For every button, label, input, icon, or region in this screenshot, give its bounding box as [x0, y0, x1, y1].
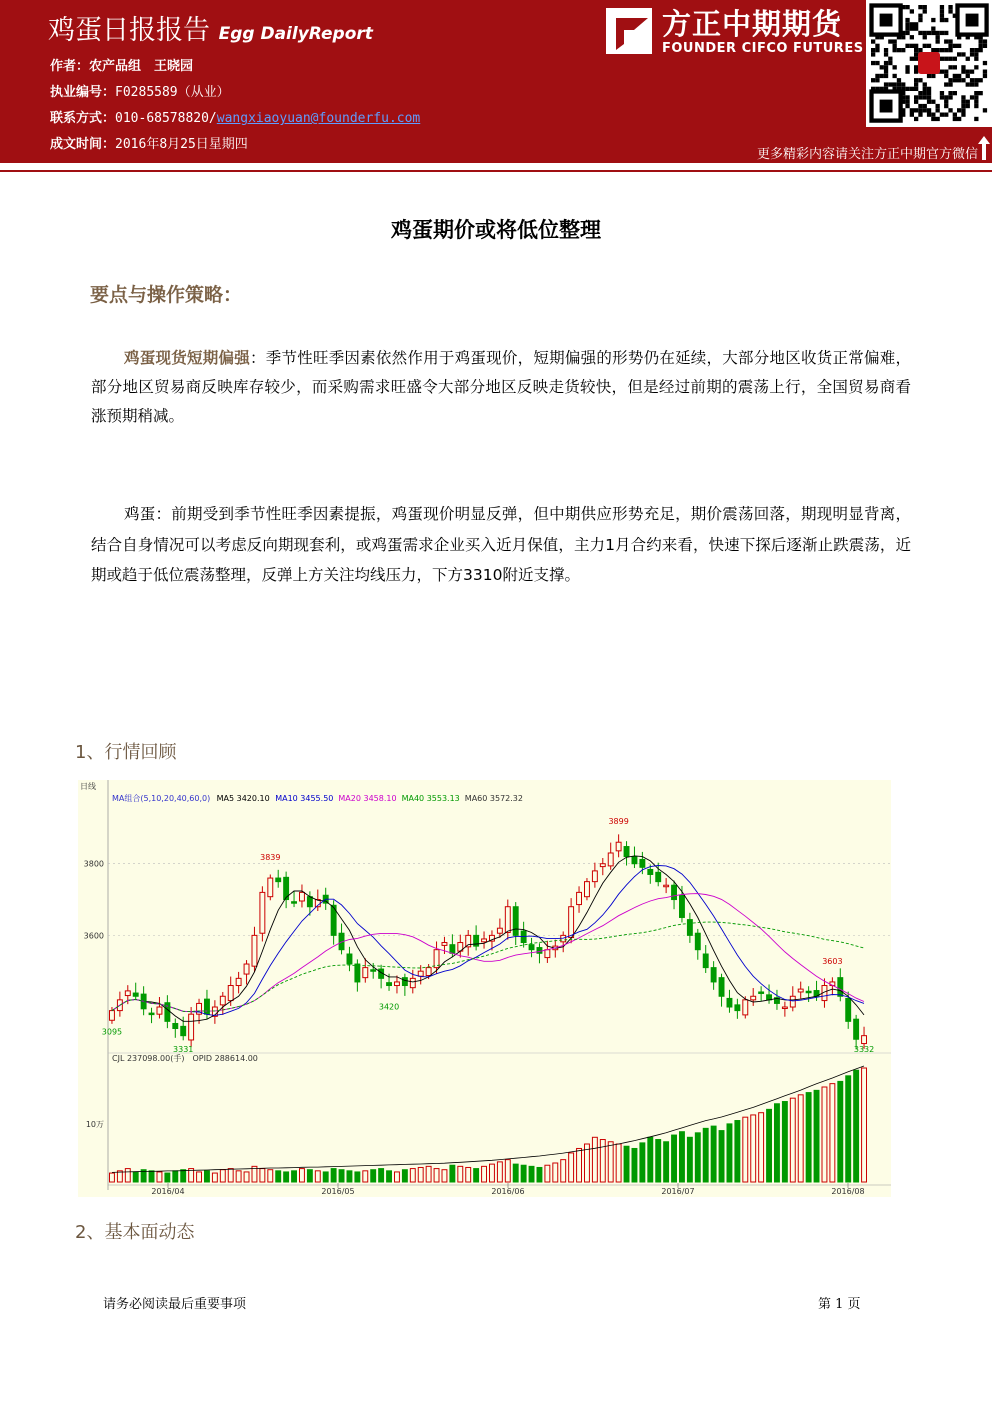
candle-6 — [157, 997, 162, 1018]
volume-bar-63 — [608, 1142, 613, 1182]
candle-10 — [189, 1007, 194, 1047]
arrow-up-icon — [978, 136, 990, 160]
volume-bar-89 — [814, 1090, 819, 1182]
candle-5 — [149, 1008, 154, 1023]
candle-81 — [751, 988, 756, 1006]
candle-69 — [656, 863, 661, 887]
price-chart — [78, 780, 891, 1197]
volume-bar-57 — [561, 1160, 566, 1182]
candle-51 — [513, 902, 518, 945]
candle-87 — [798, 982, 803, 999]
vol-tick-0: 10万 — [85, 1120, 104, 1129]
candle-32 — [363, 958, 368, 982]
volume-bar-39 — [418, 1167, 423, 1182]
license-value: F0285589（从业） — [115, 85, 230, 100]
x-tick-1: 2016/05 — [321, 1187, 355, 1196]
section-heading: 要点与操作策略： — [90, 284, 243, 306]
candle-86 — [790, 986, 795, 1011]
volume-bar-59 — [577, 1148, 582, 1182]
candle-58 — [569, 898, 574, 943]
qr-code-icon — [866, 0, 992, 127]
ma-line-20 — [112, 894, 864, 1012]
volume-bar-68 — [648, 1137, 653, 1182]
contact-label: 联系方式： — [50, 111, 116, 126]
annotation-6: 3603 — [822, 956, 843, 966]
volume-bar-45 — [466, 1167, 471, 1182]
candle-21 — [276, 870, 281, 888]
y-tick-1: 3600 — [83, 931, 104, 941]
volume-bar-67 — [640, 1143, 645, 1182]
volume-bar-91 — [830, 1084, 835, 1182]
qr-center-logo-icon — [918, 52, 940, 74]
volume-bar-50 — [505, 1160, 510, 1182]
candle-60 — [585, 878, 590, 900]
candle-17 — [244, 960, 249, 984]
candle-24 — [300, 885, 305, 908]
volume-bar-19 — [260, 1169, 265, 1182]
candle-31 — [355, 959, 360, 991]
volume-bar-81 — [751, 1115, 756, 1182]
document-title: 鸡蛋期价或将低位整理 — [391, 218, 601, 242]
page-number: 第 1 页 — [818, 1297, 861, 1312]
volume-bar-95 — [862, 1068, 867, 1182]
annotation-3: 3331 — [173, 1045, 194, 1054]
candle-70 — [664, 878, 669, 893]
subheading-market-review: 1、行情回顾 — [75, 742, 177, 763]
x-tick-3: 2016/07 — [661, 1187, 695, 1196]
candle-85 — [782, 1002, 787, 1017]
candle-18 — [252, 927, 257, 972]
volume-bar-49 — [497, 1162, 502, 1182]
candle-13 — [212, 1000, 217, 1024]
candle-29 — [339, 924, 344, 955]
candle-37 — [402, 974, 407, 996]
annotation-1: 3899 — [608, 817, 629, 827]
candle-46 — [474, 925, 479, 950]
volume-bar-6 — [157, 1172, 162, 1182]
volume-bar-83 — [767, 1109, 772, 1182]
volume-bar-14 — [220, 1170, 225, 1182]
volume-bar-40 — [426, 1166, 431, 1182]
volume-bar-48 — [490, 1164, 495, 1182]
volume-bar-92 — [838, 1081, 843, 1182]
volume-bar-84 — [775, 1104, 780, 1182]
volume-bar-62 — [600, 1140, 605, 1182]
candle-49 — [497, 919, 502, 938]
volume-bar-0 — [110, 1173, 115, 1182]
candle-52 — [521, 922, 526, 948]
volume-bar-53 — [529, 1166, 534, 1182]
ma-line-10 — [112, 866, 864, 1016]
ma-legend-2: MA10 3455.50 — [275, 794, 334, 803]
volume-bar-11 — [197, 1172, 202, 1182]
candle-44 — [458, 935, 463, 958]
candle-64 — [616, 834, 621, 857]
annotation-2: 3420 — [378, 1002, 400, 1012]
subheading-fundamentals: 2、基本面动态 — [75, 1222, 195, 1243]
chart-title: 日线 — [80, 782, 96, 791]
candle-8 — [173, 1018, 178, 1037]
volume-bar-87 — [798, 1095, 803, 1182]
volume-bar-80 — [743, 1117, 748, 1182]
ma-legend-3: MA20 3458.10 — [338, 794, 397, 803]
candle-79 — [735, 999, 740, 1019]
brand-name-en: FOUNDER CIFCO FUTURES — [662, 41, 864, 56]
candle-50 — [505, 900, 510, 940]
candle-75 — [703, 945, 708, 973]
report-title — [48, 8, 373, 47]
volume-bar-23 — [292, 1171, 297, 1182]
candle-53 — [529, 938, 534, 957]
volume-bar-29 — [339, 1170, 344, 1182]
candle-66 — [632, 847, 637, 868]
y-tick-0: 3800 — [83, 859, 104, 869]
candlestick-chart-svg — [78, 780, 891, 1197]
candle-76 — [711, 961, 716, 990]
candle-57 — [561, 931, 566, 952]
volume-bar-36 — [395, 1172, 400, 1182]
candle-3 — [133, 983, 138, 1001]
candle-54 — [537, 943, 542, 963]
volume-bar-9 — [181, 1170, 186, 1182]
volume-bar-66 — [632, 1148, 637, 1182]
ma-legend-0: MA组合(5,10,20,40,60,0) — [112, 794, 211, 803]
volume-bar-44 — [458, 1166, 463, 1182]
report-title-en: Egg DailyReport — [218, 24, 373, 44]
contact-email-link[interactable]: wangxiaoyuan@founderfu.com — [216, 111, 421, 126]
header-divider — [0, 170, 992, 180]
volume-bar-3 — [133, 1172, 138, 1182]
volume-bar-77 — [719, 1131, 724, 1182]
candle-88 — [806, 986, 811, 1002]
candle-82 — [759, 986, 764, 1001]
volume-bar-43 — [450, 1165, 455, 1182]
volume-bar-74 — [695, 1133, 700, 1182]
volume-bar-78 — [727, 1124, 732, 1182]
volume-bar-26 — [315, 1171, 320, 1182]
license-label: 执业编号： — [50, 85, 116, 100]
volume-bar-56 — [553, 1163, 558, 1182]
date-line — [50, 133, 248, 152]
volume-bar-71 — [672, 1135, 677, 1182]
follow-wechat-text: 更多精彩内容请关注方正中期官方微信 — [756, 147, 978, 162]
candle-78 — [727, 990, 732, 1013]
volume-bar-38 — [410, 1169, 415, 1182]
volume-legend: CJL 237098.00(手) OPID 288614.00 — [112, 1054, 258, 1063]
paragraph-futures: 鸡蛋：前期受到季节性旺季因素提振，鸡蛋现价明显反弹，但中期供应形势充足，期价震荡回落，期现明显背离，结合自身情况可以考虑反向期现套利，或鸡蛋需求企业买入近月保值，主力1月合约来看，快速下探后逐渐止跌震荡，近期或趋于低位震荡整理，反弹上方关注均线压力，下方3310附近支撑。 — [91, 505, 911, 584]
ma-legend-5: MA60 3572.32 — [464, 794, 523, 803]
candle-65 — [624, 841, 629, 865]
volume-bar-13 — [212, 1173, 217, 1182]
volume-bar-93 — [846, 1076, 851, 1182]
candle-20 — [268, 874, 273, 900]
candle-63 — [608, 843, 613, 870]
volume-bar-61 — [592, 1137, 597, 1182]
candle-30 — [347, 947, 352, 971]
x-tick-4: 2016/08 — [831, 1187, 865, 1196]
volume-bar-34 — [379, 1169, 384, 1182]
candle-14 — [220, 992, 225, 1015]
volume-bar-42 — [442, 1170, 447, 1182]
candle-73 — [687, 913, 692, 943]
volume-bar-8 — [173, 1171, 178, 1182]
volume-bar-37 — [402, 1170, 407, 1182]
candle-92 — [838, 968, 843, 1001]
candle-59 — [577, 886, 582, 913]
ma-legend-4: MA40 3553.13 — [401, 794, 460, 803]
volume-bar-15 — [228, 1169, 233, 1182]
paragraph-spot — [91, 344, 911, 431]
volume-bar-85 — [782, 1102, 787, 1182]
candle-47 — [482, 931, 487, 948]
volume-bar-55 — [545, 1165, 550, 1182]
volume-bar-75 — [703, 1128, 708, 1182]
volume-bar-24 — [300, 1169, 305, 1182]
paragraph-spot-lead: 鸡蛋现货短期偏强 — [124, 349, 250, 367]
annotation-5: 3332 — [853, 1045, 875, 1054]
date-label: 成文时间： — [50, 137, 116, 152]
candle-34 — [379, 965, 384, 989]
ma-legend-1: MA5 3420.10 — [216, 794, 270, 803]
author-line — [50, 55, 193, 74]
x-tick-0: 2016/04 — [151, 1187, 185, 1196]
volume-bar-17 — [244, 1172, 249, 1182]
volume-bar-27 — [323, 1172, 328, 1182]
volume-bar-73 — [687, 1137, 692, 1182]
candle-36 — [395, 975, 400, 993]
author-label: 作者： — [50, 59, 90, 74]
volume-bar-94 — [854, 1070, 859, 1182]
contact-phone: 010-68578820/ — [115, 111, 217, 126]
contact-line — [50, 107, 420, 126]
report-title-cn: 鸡蛋日报报告 — [48, 15, 210, 46]
volume-bar-16 — [236, 1171, 241, 1182]
candle-7 — [165, 995, 170, 1028]
author-value: 农产品组 王晓园 — [89, 59, 194, 74]
volume-bar-12 — [205, 1171, 210, 1182]
volume-bar-21 — [276, 1171, 281, 1182]
candle-23 — [292, 891, 297, 907]
volume-bar-82 — [759, 1113, 764, 1182]
candle-84 — [775, 990, 780, 1010]
x-tick-2: 2016/06 — [491, 1187, 525, 1196]
volume-bar-70 — [664, 1142, 669, 1182]
candle-61 — [592, 863, 597, 888]
volume-bar-76 — [711, 1126, 716, 1182]
candle-74 — [695, 929, 700, 960]
candle-19 — [260, 886, 265, 941]
paragraph-spot-body: ：季节性旺季因素依然作用于鸡蛋现价，短期偏强的形势仍在延续，大部分地区收货正常偏难，部分地区贸易商反映库存较少，而采购需求旺盛令大部分地区反映走货较快，但是经过前期的震荡上行，全国贸易商看涨预期稍减。 — [91, 349, 911, 425]
brand-name-cn: 方正中期期货 — [662, 7, 843, 41]
date-value: 2016年8月25日星期四 — [115, 137, 248, 152]
candle-71 — [672, 881, 677, 910]
volume-bar-88 — [806, 1093, 811, 1182]
volume-bar-5 — [149, 1171, 154, 1182]
volume-bar-35 — [387, 1171, 392, 1182]
volume-bar-22 — [284, 1172, 289, 1182]
volume-bar-31 — [355, 1172, 360, 1182]
volume-bar-54 — [537, 1167, 542, 1182]
annotation-0: 3839 — [260, 853, 281, 863]
candle-16 — [236, 972, 241, 993]
volume-bar-52 — [521, 1165, 526, 1182]
volume-bar-7 — [165, 1173, 170, 1182]
volume-bar-58 — [569, 1153, 574, 1182]
candle-62 — [600, 858, 605, 875]
volume-bar-28 — [331, 1169, 336, 1182]
candle-45 — [466, 930, 471, 956]
volume-bar-33 — [371, 1170, 376, 1182]
footer-notice: 请务必阅读最后重要事项 — [103, 1297, 247, 1312]
volume-bar-41 — [434, 1169, 439, 1182]
candle-22 — [284, 872, 289, 909]
license-line — [50, 81, 230, 100]
volume-bar-30 — [347, 1171, 352, 1182]
volume-bar-72 — [680, 1132, 685, 1182]
volume-bar-25 — [307, 1170, 312, 1182]
volume-bar-20 — [268, 1170, 273, 1182]
volume-bar-69 — [656, 1140, 661, 1182]
volume-bar-64 — [616, 1144, 621, 1182]
volume-bar-90 — [822, 1087, 827, 1182]
volume-bar-2 — [125, 1169, 130, 1182]
volume-bar-51 — [513, 1164, 518, 1182]
volume-bar-79 — [735, 1121, 740, 1182]
annotation-4: 3095 — [101, 1027, 123, 1037]
volume-bar-65 — [624, 1146, 629, 1182]
founder-logo-icon — [604, 6, 654, 56]
volume-bar-32 — [363, 1171, 368, 1182]
volume-bar-46 — [474, 1169, 479, 1182]
volume-bar-86 — [790, 1098, 795, 1182]
candle-83 — [767, 984, 772, 1003]
volume-bar-47 — [482, 1166, 487, 1182]
candle-77 — [719, 974, 724, 1007]
